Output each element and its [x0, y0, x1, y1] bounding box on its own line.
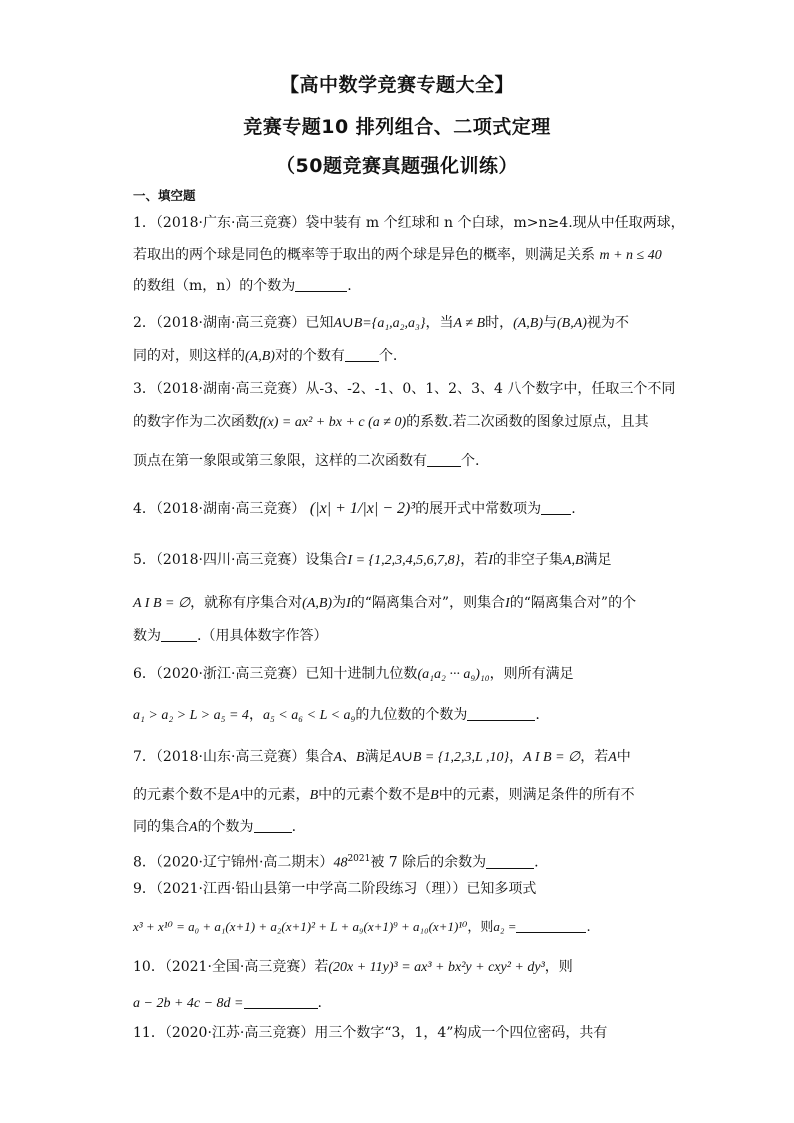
- problem-8-text: 8．（2020·辽宁锦州·高二期末）: [133, 854, 334, 871]
- problem-8-exponent: 2021: [347, 854, 371, 864]
- problem-7-line-1: [133, 748, 663, 767]
- problem-9-text: ，则: [467, 920, 494, 935]
- problem-6-condition: a₅ < a₆ < L < a₉: [262, 708, 356, 723]
- problem-7-text: 同的集合: [133, 819, 189, 835]
- problem-7-var: B: [309, 788, 319, 803]
- problem-7-union: A∪B = {1,2,3,L ,10}: [392, 750, 510, 765]
- problem-10-line-2: [133, 994, 663, 1013]
- problem-5-text: 5．（2018·四川·高三竞赛）设集合: [133, 552, 348, 568]
- problem-3-line-2: [133, 413, 663, 432]
- problem-5-text: ，若: [460, 552, 489, 568]
- problem-9-formula: x³ + x¹⁰ = a₀ + a₁(x+1) + a₂(x+1)² + L + a₉(x+1)⁹ + a₁₀(x+1)¹⁰: [133, 919, 468, 934]
- problem-3-text: 的数字作为二次函数: [133, 414, 259, 430]
- problem-3-formula: f(x) = ax² + bx + c (a ≠ 0): [259, 415, 407, 430]
- problem-1-text-end: 的数组（m，n）的个数为: [133, 278, 296, 294]
- answer-blank: [161, 627, 197, 642]
- problem-2-pair-ba: (B,A): [557, 316, 587, 331]
- problem-3-text: 个.: [461, 453, 480, 469]
- problem-8-line: [133, 850, 663, 873]
- problem-5-text: 的非空子集: [492, 552, 563, 568]
- problem-7-text: .: [291, 819, 297, 835]
- problem-2-text: 2．（2018·湖南·高三竞赛）已知: [133, 315, 334, 331]
- problem-2-line-2: [133, 347, 663, 366]
- answer-blank: [244, 994, 318, 1009]
- problem-6-text: ，: [248, 707, 263, 723]
- problem-1-period: .: [347, 278, 352, 294]
- answer-blank: [345, 347, 379, 362]
- subtitle: （50题竞赛真题强化训练）: [276, 155, 518, 177]
- answer-blank: [486, 854, 534, 869]
- problem-2-text: 时，: [485, 315, 514, 331]
- topic-title: 竞赛专题10 排列组合、二项式定理: [243, 116, 551, 138]
- problem-7-text: ，若: [580, 749, 609, 765]
- problem-5-line-3: [133, 627, 663, 645]
- problem-2-line-1: [133, 314, 663, 333]
- problem-2-text: 个.: [378, 348, 398, 364]
- problem-2-pair-ab: (A,B): [513, 316, 544, 331]
- problem-6-text: .: [535, 707, 540, 723]
- problem-2-text: 同的对，则这样的: [133, 348, 245, 364]
- problem-7-text: 中的元素，: [239, 787, 310, 803]
- problem-2-pair-ab: (A,B): [245, 349, 275, 364]
- problem-7-var: A: [231, 788, 240, 803]
- problem-2-condition: A ≠ B: [453, 316, 486, 331]
- problem-6-line-2: [133, 706, 663, 725]
- problem-7-var: A: [333, 750, 342, 765]
- problem-8-base: 48: [333, 855, 348, 871]
- problem-3-text: 顶点在第一象限或第三象限，这样的二次函数有: [133, 453, 427, 469]
- answer-blank: [254, 818, 292, 833]
- problem-7-line-2: [133, 786, 663, 805]
- problem-5-text: 为: [332, 595, 347, 611]
- problem-7-text: 满足: [364, 749, 393, 765]
- problem-5-pair: (A,B): [302, 596, 333, 611]
- problem-5-line-1: [133, 551, 663, 570]
- problem-10-formula: (20x + 11y)³ = ax³ + bx²y + cxy² + dy³: [328, 960, 545, 975]
- problem-5-var: I: [488, 553, 493, 568]
- problem-4-line: [133, 500, 663, 518]
- problem-1-line-3: [133, 277, 663, 295]
- problem-8-text: .: [534, 854, 539, 871]
- answer-blank: [295, 277, 347, 292]
- problem-7-text: ，: [509, 749, 524, 765]
- problem-10-text: .: [317, 995, 322, 1011]
- problem-9-target: a₂ =: [493, 919, 517, 934]
- problem-2-text: 视为不: [586, 315, 629, 331]
- problem-5-var: A,B: [562, 553, 584, 568]
- problem-6-text: ，则所有满足: [489, 666, 574, 682]
- answer-blank: [467, 706, 535, 721]
- problem-7-var: A: [608, 750, 617, 765]
- problem-2-text: 与: [543, 315, 558, 331]
- problem-7-text: 中: [616, 749, 631, 765]
- problem-6-text: 的九位数的个数为: [355, 707, 468, 723]
- problem-5-text: 数为: [133, 628, 161, 644]
- problem-5-var: I: [505, 596, 510, 611]
- problem-5-text: 满足: [583, 552, 612, 568]
- problem-10-text: ，则: [544, 959, 573, 975]
- problem-9-line-2: [133, 918, 663, 937]
- problem-7-var: A: [189, 820, 198, 835]
- problem-6-condition: a₁ > a₂ > L > a₅ = 4: [133, 708, 249, 723]
- problem-7-text: 中的元素个数不是: [318, 787, 431, 803]
- problem-2-text: ，当: [425, 315, 454, 331]
- problem-4-formula: (|x| + 1/|x| − 2)³: [309, 500, 416, 517]
- problem-10-line-1: [133, 958, 663, 977]
- problem-7-intersection: A I B = ∅: [523, 750, 581, 765]
- problem-9-text: .: [586, 920, 591, 935]
- problem-7-text: 7．（2018·山东·高三竞赛）集合: [133, 749, 334, 765]
- problem-1-line-1: 1．（2018·广东·高三竞赛）袋中装有 m 个红球和 n 个白球，m>n≥4.现从中任取两球，: [133, 215, 685, 231]
- problem-7-text: 的元素个数不是: [133, 787, 231, 803]
- problem-9-line-1: 9．（2021·江西·铅山县第一中学高二阶段练习（理））已知多项式: [133, 881, 537, 897]
- series-title: 【高中数学竞赛专题大全】: [279, 74, 514, 96]
- section-heading: 一、填空题: [133, 188, 196, 203]
- answer-blank: [516, 918, 586, 933]
- problem-6-line-1: [133, 665, 663, 684]
- problem-7-var: B: [430, 788, 439, 803]
- problem-3-text: 的系数.若二次函数的图象过原点，且其: [406, 414, 649, 430]
- problem-5-text: ，就称有序集合对: [190, 595, 303, 611]
- problem-10-target: a − 2b + 4c − 8d =: [133, 996, 244, 1011]
- problem-7-text: 的个数为: [197, 819, 254, 835]
- problem-7-text: 中的元素，则满足条件的所有不: [438, 787, 635, 803]
- problem-2-text: 对的个数有: [274, 348, 345, 364]
- problem-5-set: I = {1,2,3,4,5,6,7,8}: [347, 553, 461, 568]
- problem-1-formula: m + n ≤ 40: [599, 248, 662, 263]
- problem-11-line-1: 11．（2020·江苏·高三竞赛）用三个数字“3，1，4”构成一个四位密码，共有: [133, 1025, 608, 1041]
- problem-1-line-2: [133, 246, 663, 265]
- problem-5-var: I: [346, 596, 351, 611]
- problem-4-label: 4．（2018·湖南·高三竞赛）: [133, 501, 306, 517]
- problem-5-text: 的“隔离集合对”，则集合: [350, 595, 506, 611]
- problem-7-var: B: [356, 750, 365, 765]
- problem-7-text: 、: [342, 749, 356, 765]
- answer-blank: [427, 452, 461, 467]
- problem-10-text: 10．（2021·全国·高三竞赛）若: [133, 959, 329, 975]
- problem-3-line-1: 3．（2018·湖南·高三竞赛）从-3、-2、-1、0、1、2、3、4 八个数字中，任取三个不同: [133, 381, 676, 397]
- problem-5-text: 的“隔离集合对”的个: [509, 595, 637, 611]
- problem-3-line-3: [133, 452, 663, 470]
- problem-1-text: 若取出的两个球是同色的概率等于取出的两个球是异色的概率，则满足关系: [133, 247, 595, 263]
- problem-4-text: 的展开式中常数项为: [415, 501, 542, 517]
- problem-5-text: .（用具体数字作答）: [197, 628, 328, 644]
- problem-6-number: (a₁a₂ ··· a₉)₁₀: [417, 667, 490, 682]
- problem-5-line-2: [133, 594, 663, 613]
- problem-6-text: 6．（2020·浙江·高三竞赛）已知十进制九位数: [133, 666, 418, 682]
- problem-2-set-formula: A∪B={a₁,a₂,a₃}: [333, 316, 426, 331]
- problem-5-condition: A I B = ∅: [133, 596, 191, 611]
- problem-8-text: 被 7 除后的余数为: [370, 854, 487, 871]
- answer-blank: [541, 500, 571, 515]
- problem-4-period: .: [571, 501, 576, 517]
- problem-7-line-3: [133, 818, 663, 837]
